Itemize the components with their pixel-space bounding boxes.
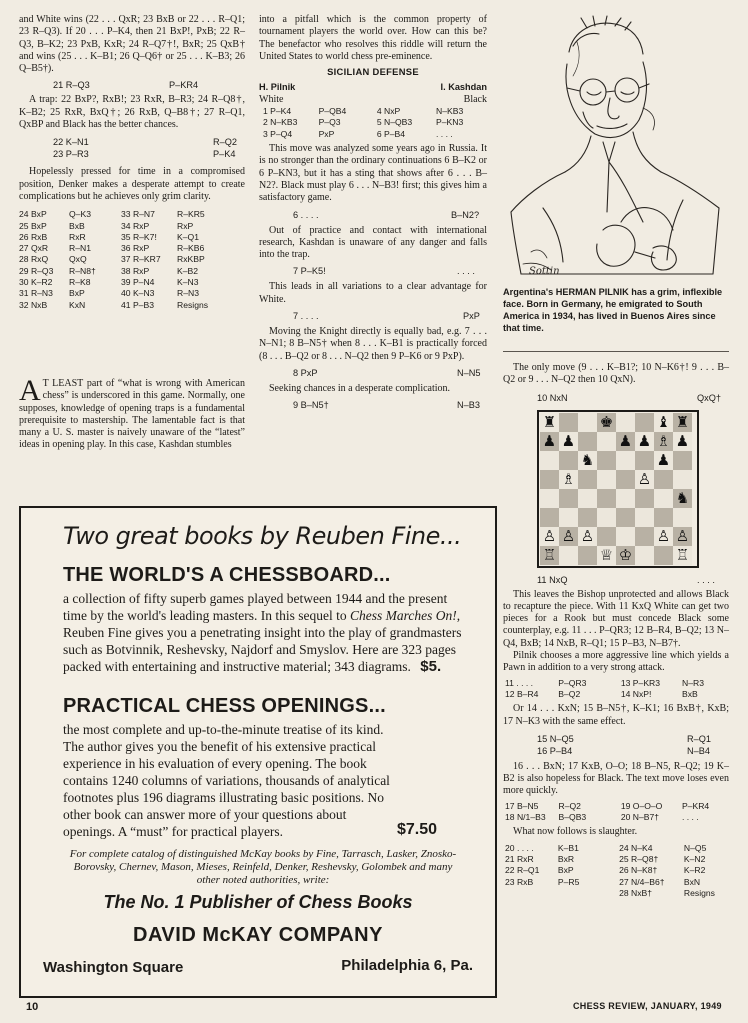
chess-piece-square: ♙: [673, 527, 692, 546]
black-move: R–KB6: [177, 243, 205, 254]
move-row: [17, 209, 229, 220]
chess-piece-square: ♟: [540, 432, 559, 451]
chess-square: [578, 470, 597, 489]
chess-square: [540, 470, 559, 489]
black-move: R–KR5: [177, 209, 205, 220]
pilnik-portrait-image: [503, 12, 729, 284]
white-move: 6 P–B4: [376, 128, 406, 139]
colors-line: White Black: [259, 94, 487, 106]
move-row: [503, 843, 729, 854]
players-line: [259, 81, 487, 93]
chess-square: [673, 508, 692, 527]
chess-square: [578, 546, 597, 565]
move-line-21: 21 R–Q3 P–KR4: [53, 80, 199, 91]
white-move: 1 P–K4: [263, 106, 292, 117]
black-move: B–Q2: [558, 688, 581, 699]
chess-square: [673, 470, 692, 489]
white-move: 25 BxP: [19, 220, 47, 231]
chess-piece-square: ♝: [654, 413, 673, 432]
chess-square: [559, 508, 578, 527]
ad-headline: Two great books by Reuben Fine...: [63, 522, 462, 550]
white-move: 34 RxP: [121, 220, 150, 231]
artist-signature: Sottin: [529, 266, 560, 277]
move-row: [503, 678, 729, 689]
book2-price: $7.50: [397, 821, 438, 838]
move-line-22: 22 K–N1 R–Q2: [53, 137, 238, 148]
move-line-10: 10 NxN QxQ†: [537, 392, 721, 403]
move-row: [261, 129, 487, 140]
running-title: CHESS REVIEW, JANUARY, 1949: [573, 1001, 722, 1011]
paragraph-analysis-7: Pilnik chooses a more aggressive line which yields a Pawn in addition to a very strong attack.: [503, 650, 729, 674]
chess-square: [597, 489, 616, 508]
chess-square: [635, 508, 654, 527]
white-move: 25 R–Q8†: [619, 853, 659, 864]
chess-piece-square: ♖: [673, 546, 692, 565]
black-move: K–B1: [557, 842, 579, 853]
chess-piece-square: ♔: [616, 546, 635, 565]
chess-square: [578, 489, 597, 508]
chess-piece-square: ♟: [559, 432, 578, 451]
chess-diagram: [537, 410, 699, 568]
move-row: [17, 277, 229, 288]
chess-square: [597, 508, 616, 527]
move-line-7b: 7 . . . . PxP: [293, 311, 480, 322]
page-number: 10: [26, 1001, 39, 1013]
chess-square: [635, 413, 654, 432]
white-move: 24 BxP: [19, 209, 47, 220]
black-move: Resigns: [177, 299, 209, 310]
move-line-11: 11 NxQ . . . .: [537, 574, 715, 585]
moves-table-endgame: [17, 209, 229, 311]
chess-piece-square: ♖: [540, 546, 559, 565]
chess-square: [559, 451, 578, 470]
catalog-note: For complete catalog of distinguished McKay books by Fine, Tarrasch, Lasker, Znosko-Borovsky, Chernev, Mason, Mieses, Reinfeld, Denker, Reshevsky, Golombek and many other noted authorities, write:: [69, 848, 457, 886]
move-row: [17, 221, 229, 232]
photo-caption: Argentina's HERMAN PILNIK has a grim, inflexible face. Born in Germany, he emigrated to South America in 1934, has lived in Buenos Aires since that time.: [503, 287, 723, 333]
chess-square: [654, 489, 673, 508]
chess-square: [654, 470, 673, 489]
move-row: [17, 254, 229, 265]
book1-description: a collection of fifty superb games played between 1944 and the present time by the world's leading masters. In this sequel to Chess Marches On!, Reuben Fine gives you a penetrating insight into the play of grandmasters such as Botvinnik, Reshevsky, Najdorf and Smyslov. Here are 323 pages packed with entertaining and instructive material; 343 diagrams. $5.: [63, 591, 462, 675]
moves-table-3: [503, 801, 729, 824]
black-move: BxP: [69, 288, 85, 299]
chess-square: [673, 451, 692, 470]
white-move: 30 K–R2: [19, 277, 53, 288]
black-move: R–N8†: [69, 265, 96, 276]
move-row: [503, 689, 729, 700]
black-move: B–QB3: [558, 812, 587, 823]
chess-square: [559, 546, 578, 565]
black-move: RxP: [177, 220, 194, 231]
paragraph-slaughter: What now follows is slaughter.: [513, 826, 638, 838]
black-move: . . . .: [681, 812, 699, 823]
white-move: 14 NxP!: [620, 688, 652, 699]
white-move: 38 RxP: [121, 265, 150, 276]
paragraph-analysis-5: Seeking chances in a desperate complication.: [269, 382, 451, 394]
black-move: P–Q3: [318, 117, 341, 128]
white-move: 20 . . . .: [505, 842, 534, 853]
black-move: N–Q5: [683, 842, 707, 853]
chess-square: [597, 527, 616, 546]
black-move: KxN: [69, 299, 86, 310]
move-row: [17, 243, 229, 254]
chess-piece-square: ♗: [654, 432, 673, 451]
move-row: [17, 266, 229, 277]
chess-square: [635, 451, 654, 470]
move-row: [503, 801, 729, 812]
chess-square: [616, 470, 635, 489]
moves-table-4: [503, 843, 729, 899]
white-move: 37 R–KR7: [121, 254, 161, 265]
black-move: BxP: [557, 865, 574, 876]
black-move: Resigns: [683, 887, 715, 898]
chess-square: [635, 527, 654, 546]
chess-square: [559, 489, 578, 508]
white-move: 11 . . . .: [505, 677, 534, 688]
white-move: 3 P–Q4: [263, 128, 293, 139]
black-move: N–R3: [682, 677, 705, 688]
black-move: P–R5: [557, 876, 580, 887]
move-line-6: 6 . . . . B–N2?: [293, 209, 480, 220]
move-row: [17, 288, 229, 299]
white-move: 36 RxP: [121, 243, 150, 254]
drop-cap: A: [19, 374, 41, 407]
move-row: [503, 888, 729, 899]
black-move: K–B2: [177, 265, 199, 276]
white-move: 21 RxR: [505, 853, 534, 864]
move-line-23: 23 P–R3 P–K4: [53, 149, 236, 160]
paragraph-analysis-8: Or 14 . . . KxN; 15 B–N5†, K–K1; 16 BxB†, KxB; 17 N–K3 with the same effect.: [503, 703, 729, 727]
black-move: R–Q2: [558, 800, 581, 811]
white-move: 17 B–N5: [505, 800, 539, 811]
move-row: [503, 877, 729, 888]
book2-title: PRACTICAL CHESS OPENINGS...: [63, 695, 386, 717]
book1-title: THE WORLD'S A CHESSBOARD...: [63, 564, 391, 586]
chess-board: [540, 413, 696, 565]
chess-piece-square: ♟: [635, 432, 654, 451]
column-right: [503, 362, 729, 899]
white-move: 4 NxP: [376, 106, 401, 117]
black-move: K–Q1: [177, 231, 199, 242]
white-move: 22 R–Q1: [505, 865, 540, 876]
chess-square: [635, 489, 654, 508]
white-player: H. Pilnik: [259, 82, 296, 93]
chess-square: [597, 470, 616, 489]
white-move: 27 N/4–B6†: [619, 876, 665, 887]
black-move: K–N2: [683, 853, 706, 864]
black-move: . . . .: [436, 128, 453, 139]
move-line-16: 16 P–B4 N–B4: [537, 745, 710, 756]
white-move: 39 P–N4: [121, 277, 155, 288]
book-advertisement: [19, 506, 497, 998]
white-move: 13 P–KR3: [620, 677, 661, 688]
chess-square: [616, 413, 635, 432]
white-move: 2 N–KB3: [263, 117, 298, 128]
chess-square: [654, 508, 673, 527]
chess-square: [597, 451, 616, 470]
move-row: [261, 106, 487, 117]
black-move: R–N3: [177, 288, 199, 299]
chess-square: [597, 432, 616, 451]
chess-piece-square: ♚: [597, 413, 616, 432]
black-move: P–KR4: [681, 800, 710, 811]
book1-price: $5.: [420, 658, 442, 675]
column-divider: [503, 351, 729, 352]
black-move: BxB: [682, 688, 698, 699]
white-move: 26 RxB: [19, 231, 48, 242]
black-move: QxQ: [69, 254, 87, 265]
paragraph-hopelessly: Hopelessly pressed for time in a compromised position, Denker makes a desperate attempt to create complications but he achieves only grim clarity.: [19, 166, 245, 202]
address-right: Philadelphia 6, Pa.: [341, 957, 473, 974]
white-move: 33 R–N7: [121, 209, 155, 220]
white-move: [503, 888, 556, 899]
white-move: 28 NxB†: [619, 887, 653, 898]
move-row: [503, 812, 729, 823]
chess-square: [578, 413, 597, 432]
black-move: RxKBP: [177, 254, 205, 265]
chess-square: [540, 451, 559, 470]
chess-square: [616, 527, 635, 546]
paragraph-analysis-3: This leads in all variations to a clear advantage for White.: [259, 281, 487, 305]
black-move: K–R2: [683, 865, 706, 876]
chess-piece-square: ♞: [578, 451, 597, 470]
paragraph-trap: A trap: 22 BxP?, RxB!; 23 RxR, B–R3; 24 R–Q8†, K–B2; 25 RxR, BxQ†; 26 RxB, Q–B8†; 27 R–Q1, QxBP and Black has the better chances.: [19, 94, 245, 131]
move-row: [503, 865, 729, 876]
white-move: 20 N–B7†: [620, 812, 660, 823]
move-row: [261, 117, 487, 128]
black-move: BxB: [69, 220, 85, 231]
chess-square: [635, 546, 654, 565]
white-move: 41 P–B3: [121, 299, 154, 310]
company-name: DAVID McKAY COMPANY: [133, 924, 383, 946]
white-move: 18 N/1–B3: [505, 812, 546, 823]
chess-piece-square: ♙: [635, 470, 654, 489]
white-move: 26 N–K8†: [619, 865, 658, 876]
white-move: 28 RxQ: [19, 254, 49, 265]
white-move: 40 K–N3: [121, 288, 155, 299]
chess-piece-square: ♜: [540, 413, 559, 432]
white-move: 23 RxB: [505, 876, 534, 887]
black-move: R–K8: [69, 277, 91, 288]
move-line-15: 15 N–Q5 R–Q1: [537, 733, 712, 744]
black-move: RxR: [69, 231, 86, 242]
move-line-7: 7 P–K5! . . . .: [293, 266, 475, 277]
paragraph-only-move: The only move (9 . . . K–B1?; 10 N–K6†! 9 . . . B–Q2 or 9 . . . N–Q2 then 10 QxN).: [503, 362, 729, 386]
black-move: [556, 888, 617, 899]
column-middle: [259, 14, 487, 415]
chess-square: [540, 508, 559, 527]
publisher-tagline: The No. 1 Publisher of Chess Books: [103, 892, 413, 912]
paragraph-continuation: and White wins (22 . . . QxR; 23 BxB or 22 . . . R–Q1; 23 R–Q3). If 20 . . . P–K4, then 21 BxP!, PxB; 22 R–Q3, B–K2; 23 PxB, KxR; 24 R–Q7†!, BxR; 25 QxB† and wins (25 . . . K–B1; 26 Q–Q6† or 25 . . . K–B3; 26 Q–B5†).: [19, 14, 245, 75]
moves-table-2: [503, 678, 729, 701]
move-line-8: 8 PxP N–N5: [293, 367, 481, 378]
black-move: BxN: [683, 876, 701, 887]
chess-square: [540, 489, 559, 508]
chess-piece-square: ♙: [578, 527, 597, 546]
black-move: P–KN3: [436, 117, 464, 128]
black-move: R–N1: [69, 243, 91, 254]
white-move: 24 N–K4: [619, 842, 653, 853]
white-move: 29 R–Q3: [19, 265, 54, 276]
paragraph-analysis-1: This move was analyzed some years ago in Russia. It is no stronger than the ordinary continuations 6 B–K2 or 6 P–KN3, but it has a sting that shows after 6 . . . B–N2?. Black must play 6 . . . N–B3! first; this gives him a satisfactory game.: [259, 143, 487, 204]
portrait-sketch: [503, 12, 729, 284]
chess-square: [559, 413, 578, 432]
chess-square: [654, 546, 673, 565]
black-move: P–QB4: [318, 106, 347, 117]
black-player: I. Kashdan: [440, 82, 487, 93]
paragraph-analysis-6: This leaves the Bishop unprotected and allows Black to recapture the piece. With 11 KxQ White can get two pieces for a Rook but must concede Black some counterplay, e.g. 11 . . . P–QR3; 12 B–R4, B–Q2; 13 N–Q4, BxB; 14 NxB, R–Q1; 15 P–B3, N–B7†.: [503, 588, 729, 649]
white-move: 27 QxR: [19, 243, 49, 254]
chess-square: [578, 432, 597, 451]
address-left: Washington Square: [43, 959, 184, 976]
chess-square: [616, 489, 635, 508]
chess-piece-square: ♟: [616, 432, 635, 451]
black-move: K–N3: [177, 277, 199, 288]
black-move: PxP: [318, 128, 335, 139]
white-move: 32 NxB: [19, 299, 48, 310]
paragraph-analysis-4: Moving the Knight directly is equally bad, e.g. 7 . . . N–N1; 8 B–N5† when 8 . . . K–B1 is practically forced (8 . . . B–Q2 or 8 . . . N–Q2 then 9 P–K6 or 9 PxP).: [259, 326, 487, 362]
black-move: N–KB3: [436, 106, 464, 117]
white-move: 31 R–N3: [19, 288, 53, 299]
chess-piece-square: ♙: [654, 527, 673, 546]
opening-title: SICILIAN DEFENSE: [327, 66, 419, 78]
white-move: 35 R–K7!: [121, 231, 157, 242]
black-move: Q–K3: [69, 209, 91, 220]
move-row: [17, 300, 229, 311]
chess-piece-square: ♟: [673, 432, 692, 451]
chess-square: [616, 451, 635, 470]
paragraph-analysis-9: 16 . . . BxN; 17 KxB, O–O; 18 B–N5, R–Q2; 19 K–B2 is also hopeless for Black. The text move loses even more quickly.: [503, 760, 729, 797]
black-move: P–QR3: [558, 677, 587, 688]
chess-square: [578, 508, 597, 527]
article-opening: A T LEAST part of “what is wrong with American chess” is underscored in this game. Normally, one supposes, knowledge of opening traps is a fundamental prerequisite to mastership. The lamentable fact is that many a U. S. master is naively unaware of the “latest” ideas in opening play. In this case, Kashdan stumbles: [19, 374, 245, 451]
chess-piece-square: ♞: [673, 489, 692, 508]
move-row: [503, 854, 729, 865]
book2-description: the most complete and up-to-the-minute treatise of its kind. The author gives you the benefit of his extensive practical experience in his evaluation of every opening. The book contains 1240 columns of variations, thousands of analytical footnotes plus 196 diagrams illustrating basic positions. No other book can answer more of your questions about openings. A “must” for practical players.: [63, 722, 390, 839]
white-move: 5 N–QB3: [376, 117, 413, 128]
chess-piece-square: ♙: [540, 527, 559, 546]
paragraph-intro: into a pitfall which is the common property of tournament players the world over. How can this be? The benefactor who resolves this riddle will return the United States to world chess pre-eminence.: [259, 14, 487, 62]
chess-piece-square: ♗: [559, 470, 578, 489]
chess-piece-square: ♜: [673, 413, 692, 432]
paragraph-analysis-2: Out of practice and contact with international research, Kashdan is unaware of any danger and falls into the trap.: [259, 224, 487, 261]
opening-moves-table: [261, 106, 487, 140]
chess-square: [616, 508, 635, 527]
chess-piece-square: ♙: [559, 527, 578, 546]
white-move: 19 O–O–O: [620, 800, 663, 811]
black-move: BxR: [557, 853, 575, 864]
move-line-9: 9 B–N5† N–B3: [293, 400, 480, 411]
move-row: [17, 232, 229, 243]
column-left: [19, 14, 245, 311]
white-move: 12 B–R4: [505, 688, 539, 699]
chess-piece-square: ♟: [654, 451, 673, 470]
chess-piece-square: ♕: [597, 546, 616, 565]
